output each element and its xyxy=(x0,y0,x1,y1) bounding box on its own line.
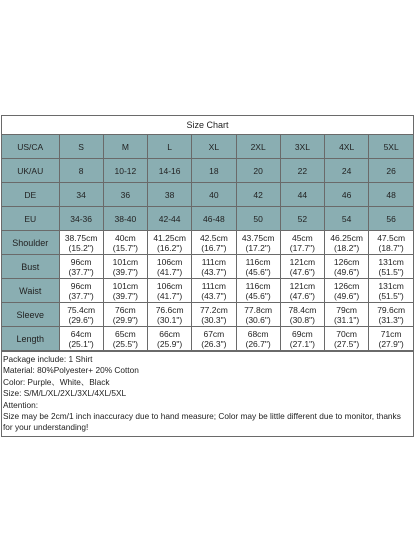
cm-value: 45cm xyxy=(291,232,313,243)
measure-cell xyxy=(192,303,236,327)
inch-value: (49.6") xyxy=(334,290,360,301)
measure-cell xyxy=(148,255,192,279)
row-label: US/CA xyxy=(2,135,59,159)
cm-value: 79.6cm xyxy=(377,304,406,315)
size-chart xyxy=(1,115,414,437)
measure-cell xyxy=(103,327,147,351)
measure-cell xyxy=(325,255,369,279)
measure-cell xyxy=(148,327,192,351)
chart-title: Size Chart xyxy=(2,116,413,135)
inch-value: (29.6") xyxy=(68,314,94,325)
inch-value: (30.3") xyxy=(201,314,227,325)
cm-value: 116cm xyxy=(245,280,271,291)
measure-cell xyxy=(369,255,413,279)
size-cell: XL xyxy=(192,135,236,159)
measure-cell xyxy=(148,303,192,327)
attention-note: Attention: xyxy=(3,399,39,410)
measure-cell xyxy=(103,255,147,279)
size-cell: 3XL xyxy=(280,135,324,159)
measure-cell xyxy=(236,231,280,255)
measure-cell xyxy=(325,231,369,255)
package-note: Package include: 1 Shirt xyxy=(3,354,93,364)
inch-value: (31.3") xyxy=(378,314,404,325)
size-cell: 46 xyxy=(325,183,369,207)
disclaimer-note: Size may be 2cm/1 inch inaccuracy due to hand measure; Color may be little different due to monitor, thanks for your understanding! xyxy=(3,411,401,433)
inch-value: (25.9") xyxy=(157,338,183,349)
cm-value: 79cm xyxy=(336,304,358,315)
inch-value: (45.6") xyxy=(245,266,271,277)
inch-value: (16.7") xyxy=(201,242,227,253)
row-label: Sleeve xyxy=(2,303,59,327)
cm-value: 131cm xyxy=(378,280,404,291)
cm-value: 77.2cm xyxy=(199,304,228,315)
size-cell: 20 xyxy=(236,159,280,183)
size-row-eu xyxy=(2,207,413,231)
size-cell: 26 xyxy=(369,159,413,183)
size-cell: 10-12 xyxy=(103,159,147,183)
measure-cell xyxy=(236,279,280,303)
cm-value: 71cm xyxy=(380,328,402,339)
size-cell: 40 xyxy=(192,183,236,207)
measure-row-shoulder xyxy=(2,231,413,255)
inch-value: (27.1") xyxy=(289,338,315,349)
size-cell: 42 xyxy=(236,183,280,207)
inch-value: (30.1") xyxy=(157,314,183,325)
cm-value: 40cm xyxy=(114,232,136,243)
cm-value: 46.25cm xyxy=(330,232,363,243)
cm-value: 47.5cm xyxy=(377,232,406,243)
size-cell: 56 xyxy=(369,207,413,231)
cm-value: 78.4cm xyxy=(288,304,317,315)
cm-value: 77.8cm xyxy=(244,304,273,315)
cm-value: 96cm xyxy=(70,280,92,291)
inch-value: (29.9") xyxy=(112,314,138,325)
size-cell: 48 xyxy=(369,183,413,207)
inch-value: (25.1") xyxy=(68,338,94,349)
measure-row-length xyxy=(2,327,413,351)
cm-value: 111cm xyxy=(201,256,226,267)
measure-cell xyxy=(236,327,280,351)
size-cell: 22 xyxy=(280,159,324,183)
size-cell: 34 xyxy=(59,183,103,207)
cm-value: 121cm xyxy=(289,280,316,291)
inch-value: (47.6") xyxy=(289,290,315,301)
inch-value: (45.6") xyxy=(245,290,271,301)
size-cell: S xyxy=(59,135,103,159)
size-row-us-ca xyxy=(2,135,413,159)
cm-value: 65cm xyxy=(114,328,136,339)
size-note: Size: S/M/L/XL/2XL/3XL/4XL/5XL xyxy=(3,388,127,399)
inch-value: (39.7") xyxy=(112,290,138,301)
cm-value: 111cm xyxy=(201,280,226,291)
cm-value: 126cm xyxy=(333,256,360,267)
measure-cell xyxy=(103,231,147,255)
size-row-de xyxy=(2,183,413,207)
inch-value: (26.3") xyxy=(201,338,227,349)
measure-row-bust xyxy=(2,255,413,279)
size-table xyxy=(2,135,413,351)
measure-cell xyxy=(192,231,236,255)
inch-value: (51.5") xyxy=(378,266,404,277)
measure-row-waist xyxy=(2,279,413,303)
size-cell: 52 xyxy=(280,207,324,231)
inch-value: (17.7") xyxy=(289,242,315,253)
measure-cell xyxy=(369,303,413,327)
cm-value: 70cm xyxy=(336,328,358,339)
inch-value: (31.1") xyxy=(334,314,360,325)
inch-value: (27.5") xyxy=(334,338,360,349)
measure-cell xyxy=(369,231,413,255)
row-label: Length xyxy=(2,327,59,351)
size-cell: L xyxy=(148,135,192,159)
inch-value: (49.6") xyxy=(334,266,360,277)
cm-value: 106cm xyxy=(156,280,183,291)
size-cell: 50 xyxy=(236,207,280,231)
measure-cell xyxy=(59,327,103,351)
measure-cell xyxy=(192,279,236,303)
measure-cell xyxy=(280,279,324,303)
measure-cell xyxy=(103,303,147,327)
measure-cell xyxy=(148,231,192,255)
measure-cell xyxy=(192,255,236,279)
measure-cell xyxy=(280,303,324,327)
inch-value: (43.7") xyxy=(201,266,227,277)
measure-cell xyxy=(148,279,192,303)
size-cell: 4XL xyxy=(325,135,369,159)
measure-cell xyxy=(236,255,280,279)
cm-value: 64cm xyxy=(70,328,92,339)
inch-value: (41.7") xyxy=(157,290,183,301)
cm-value: 42.5cm xyxy=(199,232,228,243)
row-label: Bust xyxy=(2,255,59,279)
cm-value: 75.4cm xyxy=(67,304,96,315)
cm-value: 67cm xyxy=(203,328,225,339)
measure-cell xyxy=(236,303,280,327)
measure-cell xyxy=(103,279,147,303)
cm-value: 76.6cm xyxy=(155,304,184,315)
measure-cell xyxy=(280,327,324,351)
size-cell: 2XL xyxy=(236,135,280,159)
size-cell: 42-44 xyxy=(148,207,192,231)
row-label: Waist xyxy=(2,279,59,303)
inch-value: (30.6") xyxy=(245,314,271,325)
row-label: Shoulder xyxy=(2,231,59,255)
material-note: Material: 80%Polyester+ 20% Cotton xyxy=(3,365,139,376)
inch-value: (17.2") xyxy=(245,242,271,253)
cm-value: 43.75cm xyxy=(241,232,275,243)
cm-value: 101cm xyxy=(112,256,139,267)
cm-value: 69cm xyxy=(291,328,313,339)
measure-cell xyxy=(59,231,103,255)
inch-value: (26.7") xyxy=(245,338,271,349)
size-cell: 54 xyxy=(325,207,369,231)
cm-value: 66cm xyxy=(159,328,181,339)
size-row-uk-au xyxy=(2,159,413,183)
cm-value: 131cm xyxy=(378,256,404,267)
measure-cell xyxy=(59,255,103,279)
measure-cell xyxy=(369,327,413,351)
size-cell: 24 xyxy=(325,159,369,183)
size-cell: 14-16 xyxy=(148,159,192,183)
cm-value: 68cm xyxy=(247,328,269,339)
inch-value: (16.2") xyxy=(157,242,183,253)
size-cell: 46-48 xyxy=(192,207,236,231)
size-cell: 36 xyxy=(103,183,147,207)
row-label: UK/AU xyxy=(2,159,59,183)
measure-cell xyxy=(325,327,369,351)
inch-value: (27.9") xyxy=(378,338,404,349)
color-note: Color: Purple、White、Black xyxy=(3,376,110,387)
inch-value: (47.6") xyxy=(289,266,315,277)
inch-value: (51.5") xyxy=(378,290,404,301)
cm-value: 41.25cm xyxy=(153,232,186,243)
measure-cell xyxy=(59,303,103,327)
measure-cell xyxy=(59,279,103,303)
measure-cell xyxy=(280,255,324,279)
size-cell: 8 xyxy=(59,159,103,183)
cm-value: 126cm xyxy=(333,280,360,291)
size-cell: 38-40 xyxy=(103,207,147,231)
row-label: DE xyxy=(2,183,59,207)
cm-value: 116cm xyxy=(245,256,271,267)
inch-value: (15.7") xyxy=(112,242,138,253)
inch-value: (25.5") xyxy=(112,338,138,349)
inch-value: (43.7") xyxy=(201,290,227,301)
row-label: EU xyxy=(2,207,59,231)
measure-cell xyxy=(325,303,369,327)
cm-value: 106cm xyxy=(156,256,183,267)
measure-cell xyxy=(369,279,413,303)
cm-value: 38.75cm xyxy=(64,232,98,243)
size-cell: 5XL xyxy=(369,135,413,159)
product-notes xyxy=(2,351,413,436)
inch-value: (18.2") xyxy=(334,242,360,253)
cm-value: 101cm xyxy=(112,280,139,291)
size-cell: 38 xyxy=(148,183,192,207)
inch-value: (30.8") xyxy=(289,314,315,325)
measure-cell xyxy=(192,327,236,351)
size-cell: 18 xyxy=(192,159,236,183)
measure-cell xyxy=(280,231,324,255)
inch-value: (15.2") xyxy=(68,242,94,253)
size-cell: 44 xyxy=(280,183,324,207)
inch-value: (18.7") xyxy=(378,242,404,253)
measure-row-sleeve xyxy=(2,303,413,327)
cm-value: 121cm xyxy=(289,256,316,267)
measure-cell xyxy=(325,279,369,303)
cm-value: 76cm xyxy=(114,304,136,315)
inch-value: (37.7") xyxy=(68,266,94,277)
size-cell: 34-36 xyxy=(59,207,103,231)
cm-value: 96cm xyxy=(70,256,92,267)
inch-value: (39.7") xyxy=(112,266,138,277)
inch-value: (37.7") xyxy=(68,290,94,301)
size-cell: M xyxy=(103,135,147,159)
inch-value: (41.7") xyxy=(157,266,183,277)
